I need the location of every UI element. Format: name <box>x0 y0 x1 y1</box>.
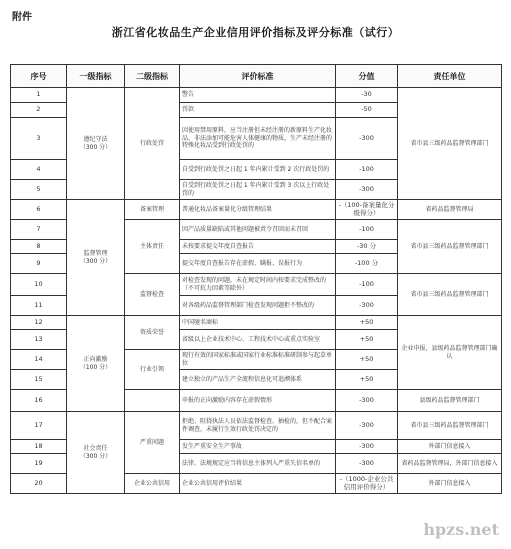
row-no: 17 <box>11 412 67 440</box>
unit-cell: 外部门信息接入 <box>398 440 502 454</box>
row-score: -100 <box>336 220 398 240</box>
unit-cell: 省市县三级药品监督管理部门 <box>398 220 502 274</box>
col-header-score: 分值 <box>336 65 398 88</box>
row-no: 6 <box>11 200 67 220</box>
level2-filing: 备案管理 <box>125 200 180 220</box>
row-no: 2 <box>11 103 67 118</box>
row-no: 12 <box>11 316 67 330</box>
unit-cell: 省市县三级药品监督管理部门 <box>398 274 502 316</box>
row-score: +50 <box>336 316 398 330</box>
row-standard: 自受到行政处罚之日起 1 年内累计受到 3 次以上行政处罚的 <box>180 180 336 200</box>
row-score: -300 <box>336 440 398 454</box>
row-standard: 申报的正向激励内容存在虚假情形 <box>180 390 336 412</box>
row-no: 9 <box>11 254 67 274</box>
unit-cell: 省药品监督管理局，外部门信息接入 <box>398 454 502 474</box>
row-score: -300 <box>336 180 398 200</box>
row-score: +50 <box>336 330 398 350</box>
row-standard: 普通化妆品备案量化分级管理结果 <box>180 200 336 220</box>
row-standard: 因使用禁用原料，应当注册但未经注册的新原料生产化妆品，非法添加可能危害人体健康的物质，生产未经注册的特殊化妆品受到行政处罚的 <box>180 118 336 160</box>
row-no: 8 <box>11 240 67 254</box>
level1-social: 社会责任 （300 分） <box>67 412 125 494</box>
row-score: +50 <box>336 370 398 390</box>
level2-industry-lead: 行业引领 <box>125 350 180 390</box>
table-row <box>11 200 502 220</box>
row-score: -300 <box>336 118 398 160</box>
row-standard: 自受到行政处罚之日起 1 年内累计受到 2 次行政处罚的 <box>180 160 336 180</box>
row-no: 15 <box>11 370 67 390</box>
unit-cell: 外部门信息接入 <box>398 474 502 494</box>
col-header-no: 序号 <box>11 65 67 88</box>
row-standard: 建立独立的产品生产全流程信息化可追溯体系 <box>180 370 336 390</box>
row-no: 5 <box>11 180 67 200</box>
col-header-unit: 责任单位 <box>398 65 502 88</box>
row-standard: 中国驰名商标 <box>180 316 336 330</box>
row-no: 7 <box>11 220 67 240</box>
row-standard: 法律、法规规定应当将信息主体列入严重失信名单的 <box>180 454 336 474</box>
row-standard: 对检查发现的问题，未在规定时间内按要求完成整改的（不可抗力因素等除外） <box>180 274 336 296</box>
unit-cell: 县级药品监督管理部门 <box>398 390 502 412</box>
row-standard: 未按要求提交年度自查报告 <box>180 240 336 254</box>
level2-inspection: 监督检查 <box>125 274 180 316</box>
unit-cell: 企业申报，县级药品监督管理部门确认 <box>398 316 502 390</box>
row-score: -300 <box>336 454 398 474</box>
level2-empty-cell <box>125 390 180 412</box>
row-score: -30 分 <box>336 240 398 254</box>
row-score: -（100-备案量化分级得分） <box>336 200 398 220</box>
evaluation-table <box>10 64 502 494</box>
table-header-row <box>11 65 502 88</box>
col-header-level2: 二级指标 <box>125 65 180 88</box>
row-score: -100 <box>336 274 398 296</box>
col-header-level1: 一级指标 <box>67 65 125 88</box>
attachment-label: 附件 <box>12 12 32 23</box>
row-no: 4 <box>11 160 67 180</box>
unit-cell: 省市县三级药品监督管理部门 <box>398 88 502 200</box>
table-row <box>11 88 502 103</box>
row-no: 1 <box>11 88 67 103</box>
level2-qualification: 资质荣誉 <box>125 316 180 350</box>
row-score: -100 <box>336 160 398 180</box>
unit-cell: 省市县三级药品监督管理部门 <box>398 412 502 440</box>
row-score: -300 <box>336 390 398 412</box>
level1-incentive: 正向激励 （100 分） <box>67 316 125 412</box>
row-standard: 现行有效的国家标准或国家行业标准标准研制参与起草单位 <box>180 350 336 370</box>
table-row <box>11 412 502 440</box>
row-standard: 罚款 <box>180 103 336 118</box>
document-title: 浙江省化妆品生产企业信用评价指标及评分标准（试行） <box>111 26 400 39</box>
row-standard: 因产品质量缺陷或其他问题被责令召回而未召回 <box>180 220 336 240</box>
row-no: 20 <box>11 474 67 494</box>
row-standard: 警告 <box>180 88 336 103</box>
row-score: -50 <box>336 103 398 118</box>
row-standard: 拒绝、阻挠执法人员依法监督检查、抽检的，但不配合案件调查，未履行生效行政处罚决定的 <box>180 412 336 440</box>
level2-admin-penalty: 行政处罚 <box>125 88 180 200</box>
row-standard: 发生严重安全生产事故 <box>180 440 336 454</box>
row-no: 18 <box>11 440 67 454</box>
row-no: 11 <box>11 296 67 316</box>
level1-supervision: 监督管理 （300 分） <box>67 200 125 316</box>
row-standard: 提交年度自查报告存在虚假、瞒报、误报行为 <box>180 254 336 274</box>
row-standard: 企业公共信用评价结果 <box>180 474 336 494</box>
row-no: 19 <box>11 454 67 474</box>
table-row <box>11 316 502 330</box>
row-standard: 对各级药品监督管理部门检查发现问题拒不整改的 <box>180 296 336 316</box>
row-no: 10 <box>11 274 67 296</box>
row-no: 3 <box>11 118 67 160</box>
level1-violation: 遵纪守法 （300 分） <box>67 88 125 200</box>
row-score: -30 <box>336 88 398 103</box>
row-score: -300 <box>336 296 398 316</box>
row-score: +50 <box>336 350 398 370</box>
level2-main-responsibility: 主体责任 <box>125 220 180 274</box>
watermark: hpzs.net <box>423 520 499 539</box>
row-score: -100 分 <box>336 254 398 274</box>
level2-serious: 严重问题 <box>125 412 180 474</box>
row-score: -（1000-企业公共信用评价得分） <box>336 474 398 494</box>
level2-public-credit: 企业公共信用 <box>125 474 180 494</box>
unit-cell: 省药品监督管理局 <box>398 200 502 220</box>
row-score: -300 <box>336 412 398 440</box>
row-no: 16 <box>11 390 67 412</box>
row-standard: 省级以上企业技术中心、工程技术中心或重点实验室 <box>180 330 336 350</box>
col-header-standard: 评价标准 <box>180 65 336 88</box>
row-no: 13 <box>11 330 67 350</box>
row-no: 14 <box>11 350 67 370</box>
